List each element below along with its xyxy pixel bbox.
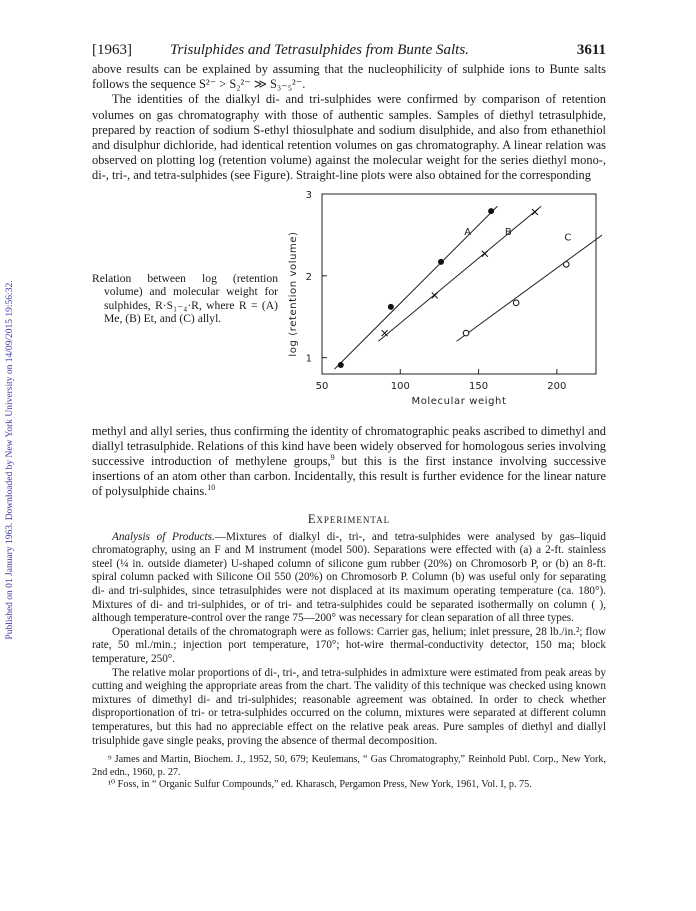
ref-10: 10: [207, 483, 216, 493]
intro-paragraph-2: The identities of the dialkyl di- and tri-sulphides were confirmed by comparison of retention volumes on gas chromatography with those of authentic samples. Samples of diethyl tetrasulphide, prepared by reaction of sodium S-ethyl thiosulphate and sodium disulphide, and also from ethanethiol and disulphur dichloride, had identical retention volumes on gas chromatography. A linear relation was observed on plotting log (retention volume) against the molecular weight for the series diethyl mono-, di-, tri-, and tetra-sulphides (see Figure). Straight-line plots were also obtained for the corresponding: [92, 92, 606, 183]
series-b-point: [482, 250, 488, 256]
series-c-line: [457, 217, 602, 341]
retention-chart: [284, 186, 602, 424]
analysis-lead: Analysis of Products.: [112, 530, 215, 543]
experimental-heading: Experimental: [307, 511, 391, 526]
series-b-point: [532, 209, 538, 215]
after-figure-text-2: but this is the first instance involving successive insertions of an atom other than carbon. Incidentally, this result is further evidence for the linear nature of polysulphide chains.: [92, 454, 606, 499]
footnote-10: ¹⁰ Foss, in “ Organic Sulfur Compounds,” ed. Kharasch, Pergamon Press, New York, 1961, Vol. I, p. 75.: [108, 778, 532, 790]
molar-paragraph: The relative molar proportions of di-, tri-, and tetra-sulphides in admixture were estimated from peak areas by cutting and weighing the appropriate areas from the chart. The validity of this technique was checked using known mixtures of dimethyl di- and tri-sulphides; reasonable agreement was obtained. In order to check whether disproportionation of tri- or tetra-sulphides occurred on the column, mixtures were separated at different column temperatures, but this had no appreciable effect on the relative peak areas. Pure samples of diethyl and diallyl trisulphide gave single peaks, proving the absence of thermal decomposition.: [92, 666, 606, 747]
x-tick-label: 150: [469, 380, 489, 392]
y-tick-label: 2: [305, 271, 312, 283]
series-a-point: [338, 362, 344, 368]
publication-sidebar: [2, 150, 18, 770]
footnotes: [92, 754, 606, 791]
intro-paragraph-1: above results can be explained by assuming that the nucleophilicity of sulphide ions to Bunte salts follows the sequence S²⁻ > S₂²⁻ ≫ S₃₋₅²⁻.: [92, 62, 606, 92]
operational-paragraph: Operational details of the chromatograph were as follows: Carrier gas, helium; inlet pressure, 28 lb./in.²; flow rate, 50 ml./min.; injection port temperature, 170°; hot-wire thermal-conductivity detector, 150 ma; block temperature, 250°.: [92, 625, 606, 665]
figure: [92, 186, 606, 424]
analysis-paragraph: [92, 531, 606, 626]
series-c-point: [463, 330, 469, 336]
series-a-label: A: [464, 226, 472, 238]
y-tick-label: 1: [305, 353, 312, 365]
y-tick-label: 3: [305, 189, 312, 201]
series-b-line: [378, 206, 541, 341]
page: [92, 42, 606, 791]
figure-caption: [92, 272, 278, 326]
series-c-point: [563, 261, 569, 267]
y-axis-label: log (retention volume): [288, 230, 299, 357]
after-figure-paragraph: [92, 424, 606, 500]
page-number: 3611: [576, 42, 606, 58]
after-figure-text-1: methyl and allyl series, thus confirming the identity of chromatographic peaks ascribed to dimethyl and diallyl tetrasulphide. Relations of this kind have been widely observed for homologous series involving successive introduction of methylene groups,: [92, 423, 606, 469]
series-a-point: [388, 304, 394, 310]
footnote-9: ⁹ James and Martin, Biochem. J., 1952, 50, 679; Keulemans, “ Gas Chromatography,” Reinhold Publ. Corp., New York, 2nd edn., 1960, p. 27.: [92, 754, 606, 778]
publication-sidebar-text: Published on 01 January 1963. Downloaded by New York University on 14/09/2015 19:56:32.: [5, 280, 15, 640]
header-year: [1963]: [92, 42, 132, 58]
analysis-text: —Mixtures of dialkyl di-, tri-, and tetra-sulphides were analysed by gas–liquid chromatography, using an F and M instrument (model 500). Separations were effected with (a) a 2-ft. stainless steel (¼ in. outside diameter) U-shaped column of silicone gum rubber (20%) on Chromosorb P, or (b) an 8-ft. spiral column packed with Silicone Oil 550 (20%) on Chromosorb P. Column (b) was useful only for separating di- and tri-sulphides, since tetrasulphides were not displaced at its maximum operating temperature (ca. 180°). Mixtures of di- and tri-sulphides, or of tri- and tetra-sulphides could be separated isothermally on column ( ), although temperature-control over the range 75—200° was necessary for clean separation of all three types.: [92, 530, 606, 625]
experimental-section: [92, 531, 606, 749]
header-title: Trisulphides and Tetrasulphides from Bunte Salts.: [170, 42, 469, 58]
ref-9: 9: [330, 452, 335, 462]
running-header: [92, 42, 606, 62]
series-c-label: C: [564, 232, 572, 244]
figure-caption-text: Relation between log (retention volume) and molecular weight for sulphides, R·S₁₋₄·R, where R = (A) Me, (B) Et, and (C) allyl.: [92, 271, 278, 326]
x-tick-label: 50: [315, 380, 329, 392]
series-b-label: B: [504, 226, 512, 238]
x-tick-label: 100: [390, 380, 410, 392]
x-axis-label: Molecular weight: [411, 395, 507, 407]
series-a-point: [438, 259, 444, 265]
series-c-point: [513, 300, 519, 306]
series-a-line: [335, 206, 498, 369]
x-tick-label: 200: [547, 380, 567, 392]
plot-frame: [322, 194, 596, 374]
series-b-point: [382, 330, 388, 336]
series-b-point: [432, 292, 438, 298]
series-a-point: [488, 208, 494, 214]
